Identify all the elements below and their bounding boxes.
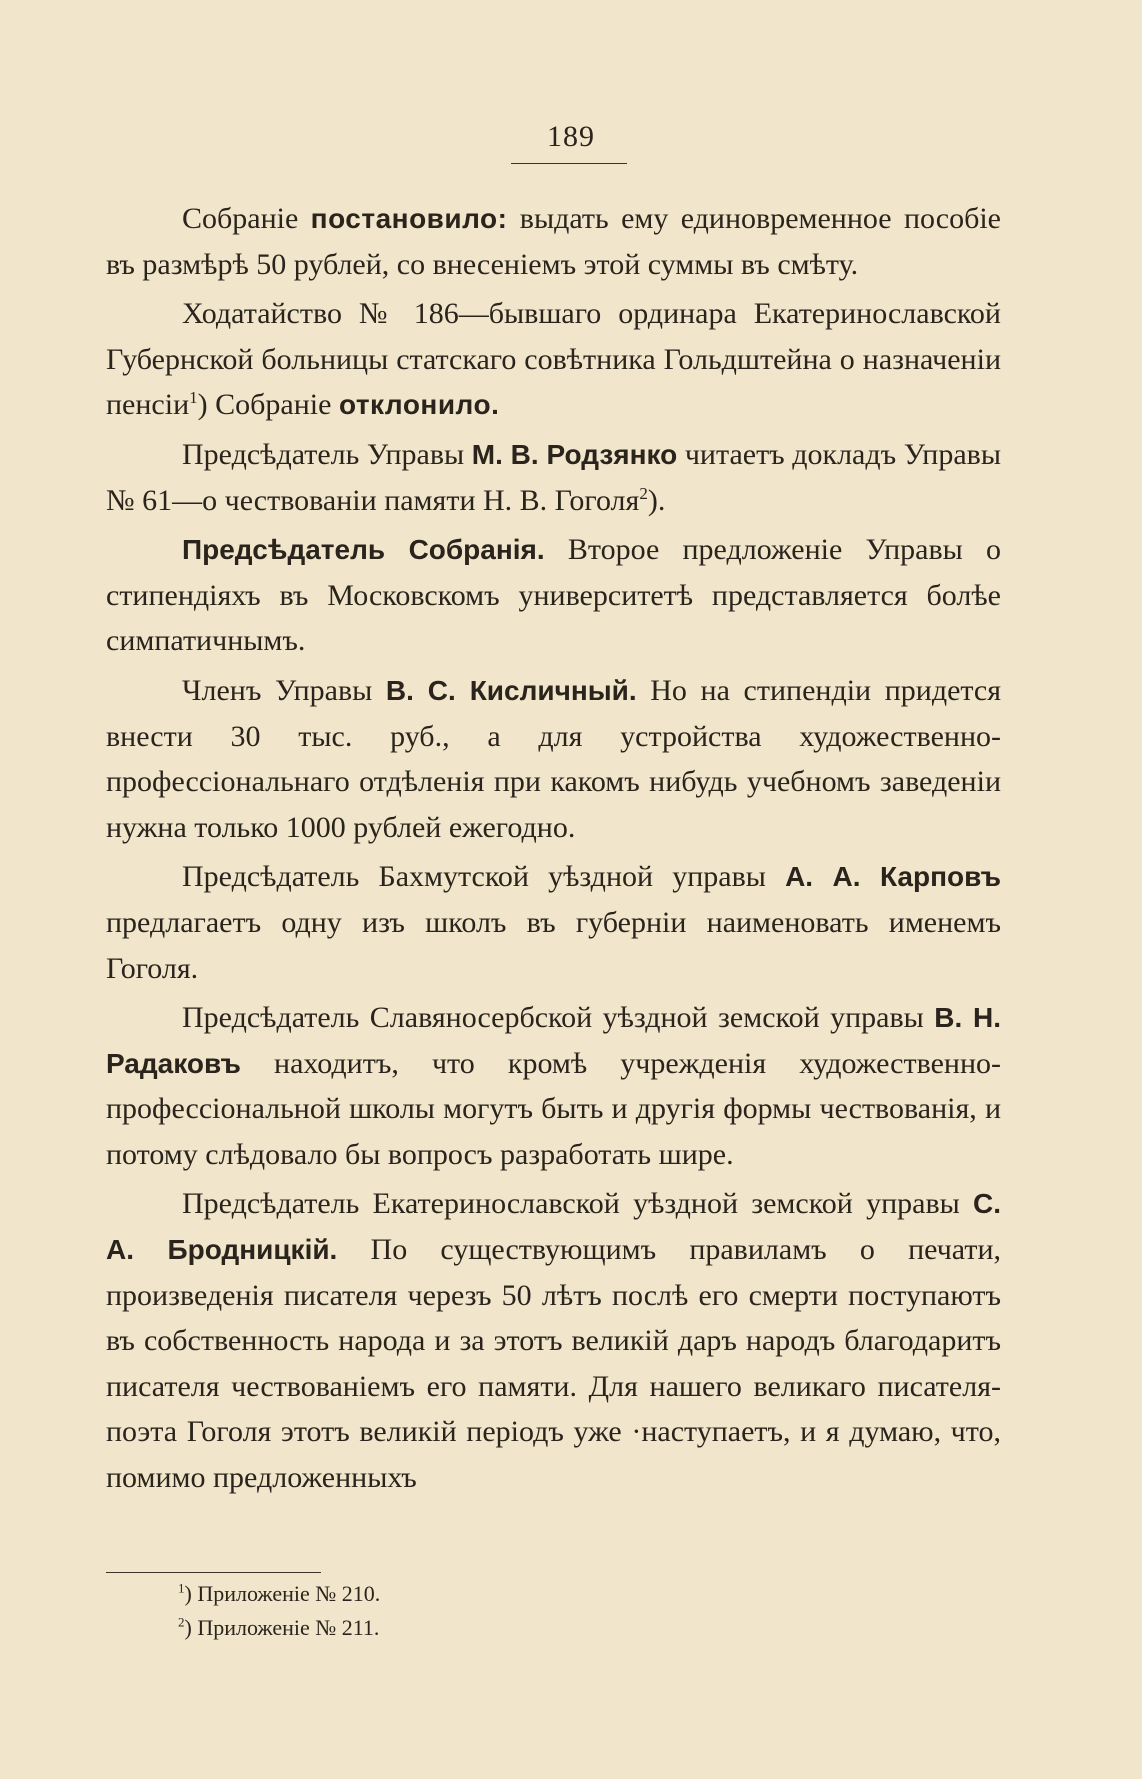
paragraph-1 [106,196,1001,287]
footnote-ref: 2 [639,483,648,503]
paragraph-6 [106,854,1001,991]
footnote-ref: 1 [189,388,198,408]
footnote-mark: 2 [178,1614,185,1630]
page-number-rule [511,163,627,164]
footnote-rule [106,1572,321,1573]
decision-bold: постановило: [310,203,508,234]
text-run: Но на стипендіи придется внести 30 тыс. руб., а для устройства художественно-профессіональнаго отдѣленія при какомъ нибудь учебномъ заведеніи нужна только 1000 рублей ежегодно. [106,673,1001,844]
text-run: По существующимъ правиламъ о печати, произведенія писателя черезъ 50 лѣтъ послѣ его смерти поступаютъ въ собственность народа и за этотъ великій даръ народъ благодаритъ писателя чествованіемъ его памяти. Для нашего великаго писателя-поэта Гоголя этотъ великій періодъ уже ·наступаетъ, и я думаю, что, помимо предложенныхъ [106,1233,1001,1495]
text-run: предлагаетъ одну изъ школъ въ губерніи наименовать именемъ Гоголя. [106,905,1001,985]
text-run: ) Собраніе [197,388,339,422]
text-run: Предсѣдатель Управы [182,437,472,471]
speaker-name: М. В. Родзянко [471,438,678,470]
text-run: находитъ, что кромѣ учрежденія художественно-профессіональной школы могутъ быть и другія формы чествованія, и потому слѣдовало бы вопросъ разработать шире. [106,1046,1001,1171]
text-run: ). [647,483,666,517]
footnotes [178,1577,380,1645]
text-run: Ходатайство № 186—бывшаго ординара Екатеринославской Губернской больницы статскаго совѣтника Гольдштейна о назначеніи пенсіи [106,297,1001,422]
speaker-name: В. С. Кисличный. [385,674,637,706]
text-run: Предсѣдатель Славяносербской уѣздной земской управы [182,1001,935,1035]
footnote-mark: 1 [178,1580,185,1596]
decision-bold: отклонило. [338,389,500,421]
text-run: читаетъ докладъ Управы № 61—о чествованіи памяти Н. В. Гоголя [106,437,1001,517]
text-run: Второе предложеніе Управы о стипендіяхъ въ Московскомъ университетѣ представляется болѣе симпатичнымъ. [106,533,1001,658]
page-number: 189 [547,120,595,153]
text-run: Членъ Управы [182,673,386,707]
speaker-name: Предсѣдатель Собранія. [182,534,545,566]
paragraph-7 [106,995,1001,1177]
text-run: Предсѣдатель Бахмутской уѣздной управы [182,860,786,894]
text-run: выдать ему единовременное пособіе въ размѣрѣ 50 рублей, со внесеніемъ этой суммы въ смѣту. [106,202,1001,281]
paragraph-8 [106,1181,1001,1500]
text-run: Предсѣдатель Екатеринославской уѣздной земской управы [182,1187,973,1221]
paragraph-3 [106,432,1001,523]
paragraph-2 [106,291,1001,428]
speaker-name: В. Н. Радаковъ [106,1002,1001,1079]
footnote-item [178,1611,380,1645]
footnote-item [178,1577,380,1611]
footnote-text: ) Приложеніе № 211. [184,1615,380,1640]
paragraph-5 [106,668,1001,850]
text-run: Собраніе [182,202,311,235]
paragraph-4 [106,527,1001,664]
body-text [106,196,1001,1501]
footnote-text: ) Приложеніе № 210. [184,1581,381,1606]
speaker-name: А. А. Карповъ [785,861,1002,893]
speaker-name: С. А. Бродницкій. [106,1188,1001,1266]
